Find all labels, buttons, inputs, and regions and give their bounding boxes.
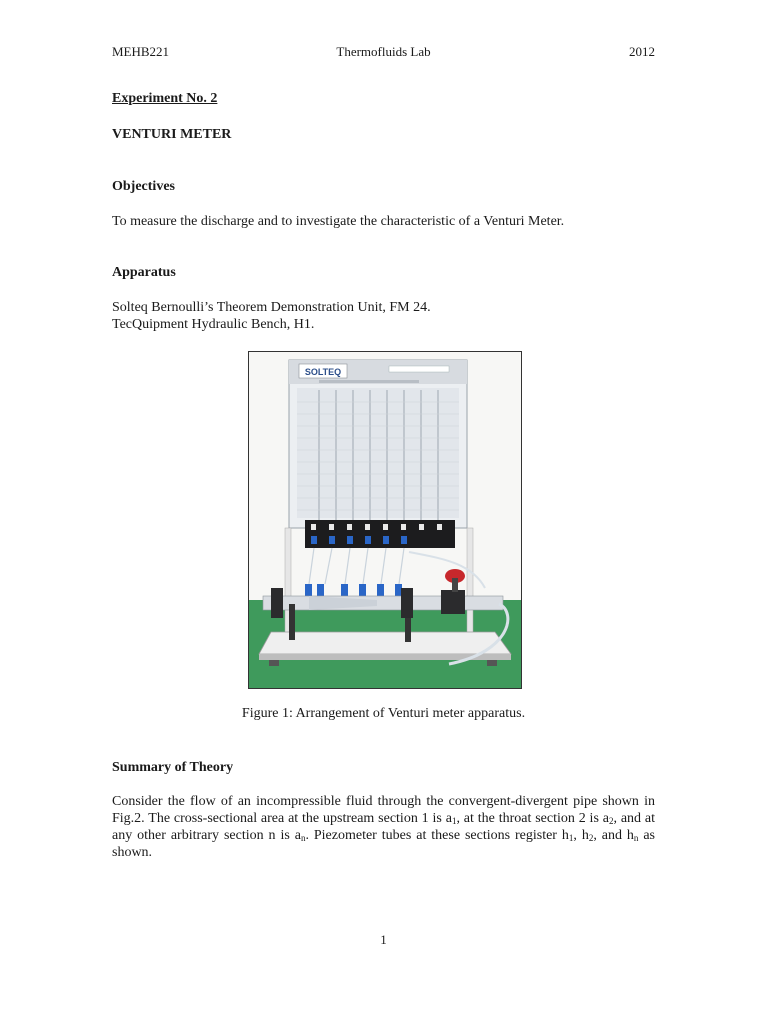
figure-caption: Figure 1: Arrangement of Venturi meter apparatus. [241, 706, 526, 721]
experiment-name: VENTURI METER [112, 127, 232, 142]
course-code: MEHB221 [112, 44, 170, 59]
experiment-title: Experiment No. 2 [112, 91, 218, 106]
brand-label: SOLTEQ [304, 367, 342, 377]
apparatus-photo [248, 351, 522, 689]
page-number: 1 [380, 932, 387, 947]
year: 2012 [629, 44, 655, 59]
theory-paragraph: Consider the flow of an incompressible fluid through the convergent-divergent pipe shown in Fig.2. The cross-sectional area at the upstream section 1 is $a_1$, at the throat section 2 is $a_2$, and at any other arbitrary section n is $a_n$. Piezometer tubes at these sections register $h_1$, $h_2$, and $h_n$ as shown. [112, 794, 656, 860]
apparatus-illustration [249, 352, 521, 688]
objectives-heading: Objectives [112, 179, 175, 194]
theory-heading: Summary of Theory [112, 760, 234, 775]
apparatus-item-1: Solteq Bernoulli’s Theorem Demonstration Unit, FM 24. [112, 300, 431, 315]
apparatus-heading: Apparatus [112, 265, 176, 280]
apparatus-item-2: TecQuipment Hydraulic Bench, H1. [112, 317, 315, 332]
lab-name: Thermofluids Lab [336, 44, 431, 59]
page-header [112, 44, 655, 62]
objectives-text: To measure the discharge and to investigate the characteristic of a Venturi Meter. [112, 214, 565, 229]
